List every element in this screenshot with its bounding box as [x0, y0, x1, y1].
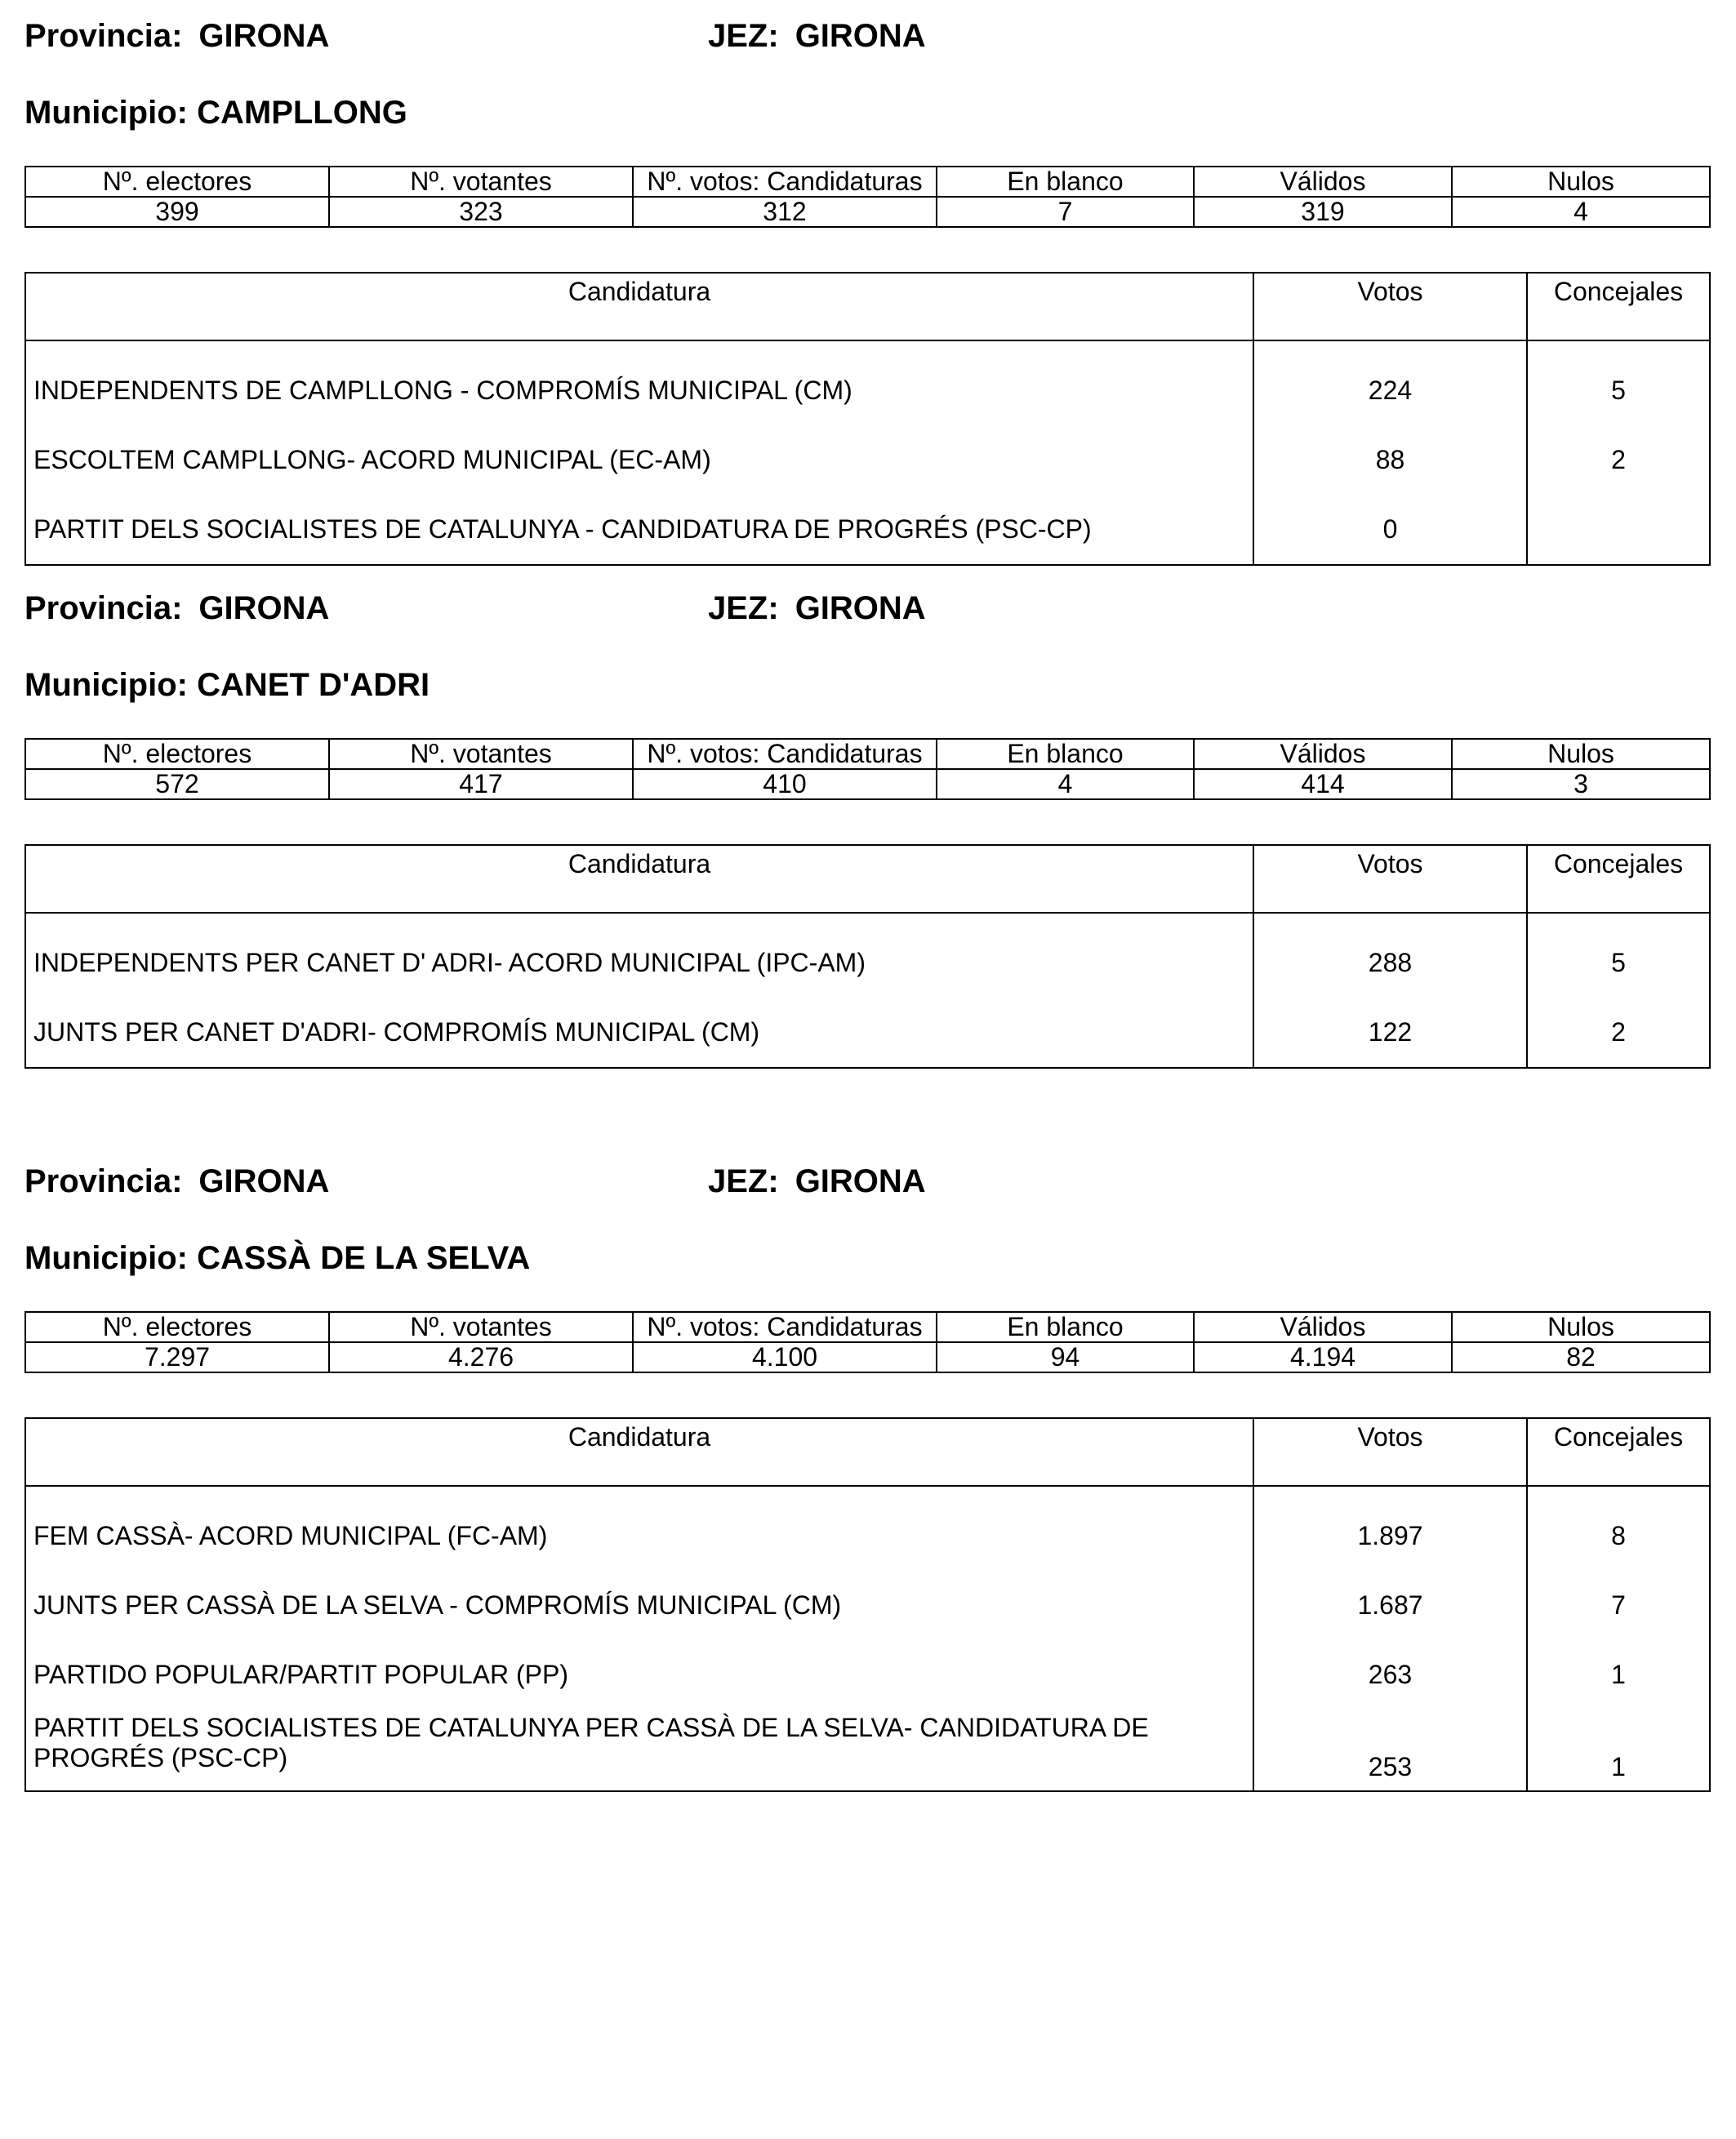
- candidatura-votos: 263: [1253, 1640, 1527, 1710]
- candidatura-votos: 224: [1253, 340, 1527, 425]
- header-votos: Votos: [1253, 1418, 1527, 1486]
- stats-en-blanco: 7: [937, 197, 1194, 227]
- candidatura-votos: 0: [1253, 495, 1527, 565]
- stats-value-row: [25, 769, 1710, 799]
- stats-header-validos: Válidos: [1194, 739, 1452, 769]
- candidatura-concejales: 2: [1527, 998, 1710, 1068]
- stats-votantes: 417: [329, 769, 633, 799]
- stats-header-en-blanco: En blanco: [937, 1312, 1194, 1342]
- provincia-jez-row: [24, 1163, 1709, 1212]
- jez-value: GIRONA: [795, 590, 926, 626]
- municipio-heading: Municipio: CAMPLLONG: [24, 95, 407, 131]
- provincia-heading: Provincia: GIRONA: [24, 1163, 330, 1199]
- stats-electores: 7.297: [25, 1342, 329, 1372]
- stats-header-votantes: Nº. votantes: [329, 167, 633, 197]
- stats-en-blanco: 4: [937, 769, 1194, 799]
- municipio-block-canet-dadri: [24, 590, 1709, 1047]
- stats-header-row: [25, 1312, 1710, 1342]
- provincia-heading: Provincia: GIRONA: [24, 18, 330, 54]
- candidatura-votos: 288: [1253, 913, 1527, 998]
- provincia-value: GIRONA: [198, 18, 330, 54]
- candidatura-concejales: 5: [1527, 340, 1710, 425]
- provincia-jez-row: [24, 590, 1709, 639]
- jez-value: GIRONA: [795, 18, 926, 54]
- stats-table: [24, 738, 1711, 800]
- stats-header-row: [25, 167, 1710, 197]
- candidatura-row: [25, 998, 1710, 1068]
- candidaturas-header-row: [25, 273, 1710, 340]
- candidatura-name: PARTIT DELS SOCIALISTES DE CATALUNYA - CANDIDATURA DE PROGRÉS (PSC-CP): [25, 495, 1253, 565]
- stats-header-validos: Válidos: [1194, 1312, 1452, 1342]
- candidatura-concejales: 1: [1527, 1710, 1710, 1791]
- header-candidatura: Candidatura: [25, 845, 1253, 913]
- header-votos: Votos: [1253, 845, 1527, 913]
- header-concejales: Concejales: [1527, 845, 1710, 913]
- candidaturas-header-row: [25, 1418, 1710, 1486]
- stats-header-electores: Nº. electores: [25, 739, 329, 769]
- candidatura-name: INDEPENDENTS DE CAMPLLONG - COMPROMÍS MUNICIPAL (CM): [25, 340, 1253, 425]
- provincia-value: GIRONA: [198, 1163, 330, 1199]
- stats-votantes: 4.276: [329, 1342, 633, 1372]
- stats-validos: 4.194: [1194, 1342, 1452, 1372]
- stats-en-blanco: 94: [937, 1342, 1194, 1372]
- stats-header-electores: Nº. electores: [25, 1312, 329, 1342]
- candidatura-row: [25, 425, 1710, 495]
- candidatura-name: FEM CASSÀ- ACORD MUNICIPAL (FC-AM): [25, 1486, 1253, 1571]
- municipio-block-camplong: [24, 18, 1709, 544]
- jez-heading: JEZ: GIRONA: [708, 1163, 926, 1199]
- municipio-heading: Municipio: CANET D'ADRI: [24, 667, 430, 703]
- stats-header-nulos: Nulos: [1452, 167, 1710, 197]
- jez-heading: JEZ: GIRONA: [708, 590, 926, 626]
- candidatura-concejales: 7: [1527, 1571, 1710, 1640]
- stats-header-en-blanco: En blanco: [937, 167, 1194, 197]
- jez-value: GIRONA: [795, 1163, 926, 1199]
- candidatura-votos: 1.897: [1253, 1486, 1527, 1571]
- stats-header-en-blanco: En blanco: [937, 739, 1194, 769]
- provincia-value: GIRONA: [198, 590, 330, 626]
- jez-heading: JEZ: GIRONA: [708, 18, 926, 54]
- candidatura-row: [25, 913, 1710, 998]
- municipio-value: CANET D'ADRI: [197, 667, 430, 703]
- candidaturas-table: [24, 844, 1711, 1069]
- stats-header-nulos: Nulos: [1452, 1312, 1710, 1342]
- stats-header-nulos: Nulos: [1452, 739, 1710, 769]
- stats-votos-candidaturas: 312: [633, 197, 937, 227]
- candidatura-votos: 253: [1253, 1710, 1527, 1791]
- stats-nulos: 3: [1452, 769, 1710, 799]
- stats-header-votos-candidaturas: Nº. votos: Candidaturas: [633, 739, 937, 769]
- stats-electores: 399: [25, 197, 329, 227]
- header-candidatura: Candidatura: [25, 273, 1253, 340]
- candidatura-name: PARTIT DELS SOCIALISTES DE CATALUNYA PER CASSÀ DE LA SELVA- CANDIDATURA DE PROGRÉS (PSC-CP): [25, 1710, 1253, 1791]
- stats-electores: 572: [25, 769, 329, 799]
- header-votos: Votos: [1253, 273, 1527, 340]
- candidatura-votos: 1.687: [1253, 1571, 1527, 1640]
- stats-header-votantes: Nº. votantes: [329, 739, 633, 769]
- header-candidatura: Candidatura: [25, 1418, 1253, 1486]
- candidatura-votos: 88: [1253, 425, 1527, 495]
- stats-nulos: 82: [1452, 1342, 1710, 1372]
- stats-nulos: 4: [1452, 197, 1710, 227]
- stats-header-electores: Nº. electores: [25, 167, 329, 197]
- candidatura-name: JUNTS PER CASSÀ DE LA SELVA - COMPROMÍS MUNICIPAL (CM): [25, 1571, 1253, 1640]
- stats-header-row: [25, 739, 1710, 769]
- stats-header-votantes: Nº. votantes: [329, 1312, 633, 1342]
- stats-validos: 319: [1194, 197, 1452, 227]
- candidatura-concejales: 1: [1527, 1640, 1710, 1710]
- municipio-heading: Municipio: CASSÀ DE LA SELVA: [24, 1240, 531, 1276]
- stats-votos-candidaturas: 410: [633, 769, 937, 799]
- stats-validos: 414: [1194, 769, 1452, 799]
- candidatura-name: JUNTS PER CANET D'ADRI- COMPROMÍS MUNICIPAL (CM): [25, 998, 1253, 1068]
- stats-table: [24, 166, 1711, 228]
- candidatura-concejales: 8: [1527, 1486, 1710, 1571]
- candidaturas-table: [24, 1417, 1711, 1792]
- stats-votos-candidaturas: 4.100: [633, 1342, 937, 1372]
- candidaturas-header-row: [25, 845, 1710, 913]
- stats-table: [24, 1311, 1711, 1373]
- header-concejales: Concejales: [1527, 273, 1710, 340]
- candidatura-row: [25, 1571, 1710, 1640]
- candidatura-row: [25, 340, 1710, 425]
- candidatura-row: [25, 495, 1710, 565]
- candidatura-name: INDEPENDENTS PER CANET D' ADRI- ACORD MUNICIPAL (IPC-AM): [25, 913, 1253, 998]
- candidatura-concejales: 2: [1527, 425, 1710, 495]
- candidatura-votos: 122: [1253, 998, 1527, 1068]
- municipio-value: CAMPLLONG: [197, 95, 407, 131]
- header-concejales: Concejales: [1527, 1418, 1710, 1486]
- stats-votantes: 323: [329, 197, 633, 227]
- candidatura-row: [25, 1640, 1710, 1710]
- candidatura-row: [25, 1486, 1710, 1571]
- municipio-block-cassa-de-la-selva: [24, 1163, 1709, 1781]
- municipio-value: CASSÀ DE LA SELVA: [197, 1240, 531, 1276]
- stats-value-row: [25, 197, 1710, 227]
- candidatura-concejales: [1527, 495, 1710, 565]
- candidatura-row: [25, 1710, 1710, 1791]
- candidatura-concejales: 5: [1527, 913, 1710, 998]
- stats-value-row: [25, 1342, 1710, 1372]
- provincia-heading: Provincia: GIRONA: [24, 590, 330, 626]
- stats-header-validos: Válidos: [1194, 167, 1452, 197]
- candidaturas-table: [24, 272, 1711, 566]
- stats-header-votos-candidaturas: Nº. votos: Candidaturas: [633, 1312, 937, 1342]
- candidatura-name: ESCOLTEM CAMPLLONG- ACORD MUNICIPAL (EC-AM): [25, 425, 1253, 495]
- candidatura-name: PARTIDO POPULAR/PARTIT POPULAR (PP): [25, 1640, 1253, 1710]
- stats-header-votos-candidaturas: Nº. votos: Candidaturas: [633, 167, 937, 197]
- provincia-jez-row: [24, 18, 1709, 67]
